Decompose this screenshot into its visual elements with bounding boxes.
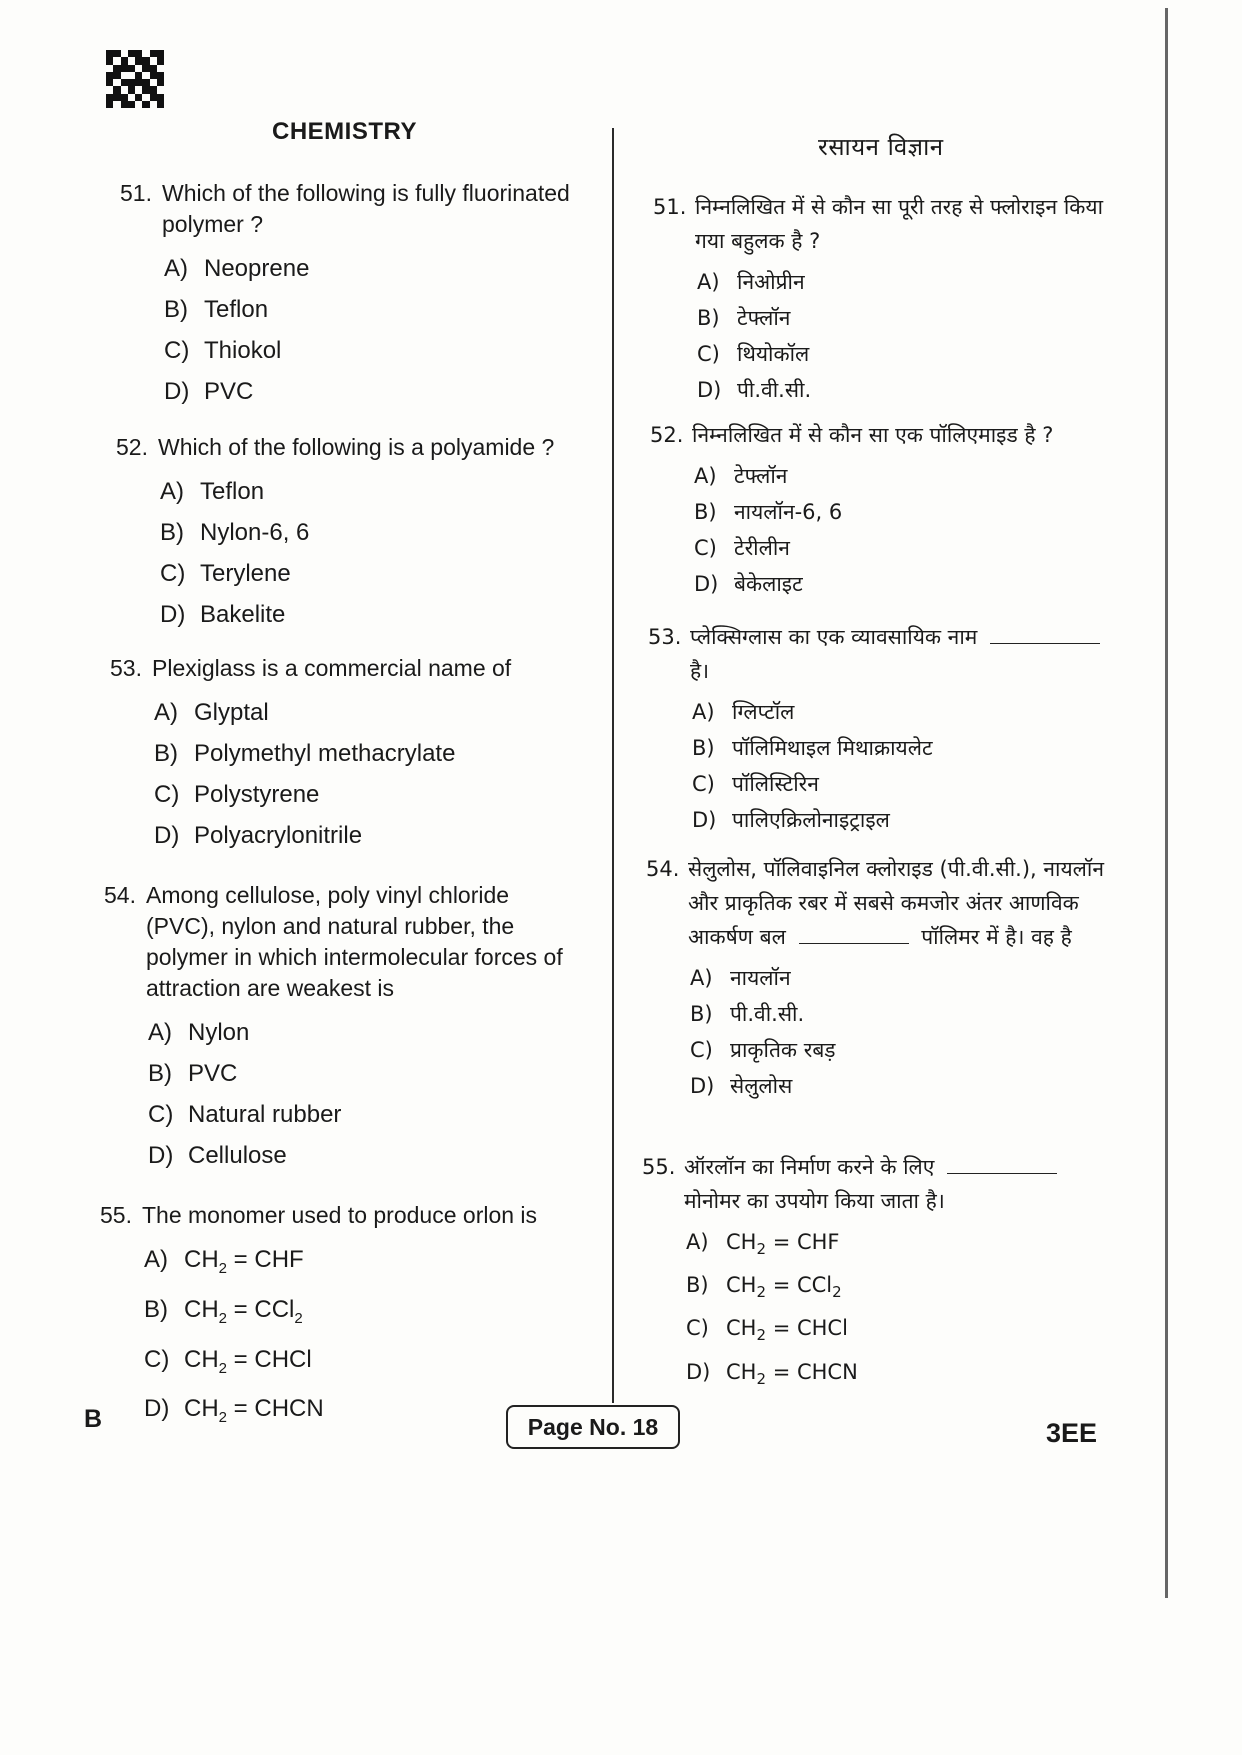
option-c bbox=[144, 1345, 580, 1381]
option-c bbox=[686, 1316, 1102, 1347]
option-letter: C) bbox=[690, 1038, 713, 1062]
option-c bbox=[164, 339, 600, 363]
question-55-en bbox=[100, 1200, 580, 1430]
question-number: 51. bbox=[653, 195, 687, 219]
option-d bbox=[694, 572, 1110, 596]
option-letter: A) bbox=[697, 270, 720, 294]
question-body: निम्नलिखित में से कौन सा एक पॉलिएमाइड है ? bbox=[692, 423, 1054, 447]
option-letter: D) bbox=[697, 378, 722, 402]
option-d bbox=[148, 1144, 584, 1168]
question-body: Which of the following is fully fluorinated polymer ? bbox=[162, 180, 570, 237]
page-title-en: CHEMISTRY bbox=[272, 118, 417, 145]
question-text bbox=[104, 880, 584, 1004]
option-d bbox=[690, 1074, 1106, 1098]
option-b bbox=[697, 306, 1113, 330]
question-number: 55. bbox=[100, 1202, 132, 1228]
option-text: पी.वी.सी. bbox=[730, 1002, 805, 1026]
question-51-en bbox=[120, 178, 600, 404]
option-text: Natural rubber bbox=[188, 1101, 342, 1128]
question-text bbox=[120, 178, 600, 240]
option-b bbox=[690, 1002, 1106, 1026]
question-text-part-a: सेलुलोस, पॉलिवाइनिल क्लोराइड (पी.वी.सी.), नायलॉन और प्राकृतिक रबर में सबसे कमजोर अंतर आणविक आकर्षण बल bbox=[688, 857, 1104, 949]
question-text bbox=[116, 432, 596, 463]
option-d bbox=[692, 808, 1108, 832]
option-text: $CH_2 = CCl_2$ bbox=[726, 1273, 842, 1302]
option-text: $CH_2$ = CHF bbox=[184, 1246, 304, 1277]
option-d bbox=[164, 380, 600, 404]
option-text: बेकेलाइट bbox=[734, 572, 803, 596]
page-number-box bbox=[506, 1405, 680, 1449]
question-text bbox=[110, 653, 590, 684]
option-text: PVC bbox=[188, 1060, 238, 1087]
question-text-part-a: प्लेक्सिग्लास का एक व्यावसायिक नाम bbox=[690, 625, 978, 649]
option-letter: A) bbox=[692, 700, 715, 724]
option-letter: C) bbox=[692, 772, 715, 796]
option-c bbox=[697, 342, 1113, 366]
page-edge-rule bbox=[1165, 8, 1168, 1598]
question-number: 53. bbox=[648, 625, 682, 649]
option-a bbox=[686, 1230, 1102, 1261]
option-b bbox=[686, 1273, 1102, 1304]
option-a bbox=[148, 1021, 584, 1045]
option-text: नायलॉन bbox=[730, 966, 791, 990]
option-c bbox=[154, 783, 590, 807]
option-letter: A) bbox=[694, 464, 717, 488]
question-text bbox=[653, 190, 1113, 258]
question-53-en bbox=[110, 653, 590, 848]
option-letter: B) bbox=[154, 740, 178, 767]
option-d bbox=[686, 1360, 1102, 1391]
question-number: 52. bbox=[116, 434, 148, 460]
option-letter: A) bbox=[686, 1230, 709, 1254]
option-text: $CH_2$ = CHCl bbox=[184, 1345, 312, 1377]
option-letter: D) bbox=[692, 808, 717, 832]
question-body: निम्नलिखित में से कौन सा पूरी तरह से फ्लोराइन किया गया बहुलक है ? bbox=[695, 195, 1104, 253]
option-b bbox=[160, 521, 596, 545]
option-d bbox=[154, 824, 590, 848]
option-b bbox=[694, 500, 1110, 524]
option-d bbox=[697, 378, 1113, 402]
question-number: 55. bbox=[642, 1155, 676, 1179]
option-letter: A) bbox=[160, 478, 184, 505]
option-b bbox=[154, 742, 590, 766]
option-text: नायलॉन-6, 6 bbox=[734, 500, 843, 524]
option-text: $CH_2$ = CHCN bbox=[726, 1359, 858, 1388]
option-letter: D) bbox=[144, 1395, 170, 1423]
question-text bbox=[650, 418, 1110, 452]
option-letter: A) bbox=[154, 699, 178, 726]
question-text-part-b: मोनोमर का उपयोग किया जाता है। bbox=[684, 1189, 945, 1213]
booklet-series: B bbox=[84, 1405, 103, 1433]
option-letter: C) bbox=[697, 342, 720, 366]
option-text: सेलुलोस bbox=[730, 1074, 793, 1098]
option-letter: B) bbox=[694, 500, 717, 524]
option-text: ग्लिप्टॉल bbox=[732, 700, 795, 724]
option-letter: A) bbox=[690, 966, 713, 990]
option-b bbox=[164, 298, 600, 322]
option-c bbox=[692, 772, 1108, 796]
column-divider bbox=[612, 128, 614, 1403]
option-text: Bakelite bbox=[200, 601, 286, 628]
option-text: निओप्रीन bbox=[737, 270, 805, 294]
option-letter: A) bbox=[148, 1019, 172, 1046]
option-a bbox=[694, 464, 1110, 488]
option-c bbox=[160, 562, 596, 586]
option-letter: D) bbox=[686, 1359, 711, 1384]
option-text: Neoprene bbox=[204, 255, 310, 282]
question-52-hi bbox=[650, 418, 1110, 596]
option-b bbox=[692, 736, 1108, 760]
option-text: प्राकृतिक रबड़ bbox=[730, 1038, 836, 1062]
option-text: Nylon-6, 6 bbox=[200, 519, 310, 546]
question-body: The monomer used to produce orlon is bbox=[142, 1202, 538, 1228]
option-letter: D) bbox=[160, 601, 186, 628]
option-letter: C) bbox=[694, 536, 717, 560]
option-c bbox=[694, 536, 1110, 560]
option-text: Nylon bbox=[188, 1019, 250, 1046]
option-letter: C) bbox=[144, 1345, 170, 1373]
question-54-en bbox=[104, 880, 584, 1168]
option-text: पी.वी.सी. bbox=[737, 378, 812, 402]
option-text: पॉलिमिथाइल मिथाक्रायलेट bbox=[732, 736, 933, 760]
question-text-part-a: ऑरलॉन का निर्माण करने के लिए bbox=[684, 1155, 935, 1179]
question-text bbox=[100, 1200, 580, 1231]
option-a bbox=[144, 1248, 580, 1281]
option-letter: D) bbox=[694, 572, 719, 596]
option-a bbox=[690, 966, 1106, 990]
option-letter: D) bbox=[690, 1074, 715, 1098]
question-body bbox=[690, 620, 1108, 688]
option-b bbox=[144, 1295, 580, 1331]
option-letter: C) bbox=[148, 1101, 174, 1128]
option-letter: B) bbox=[697, 306, 720, 330]
option-text: $CH_2$ = CHCl bbox=[726, 1316, 848, 1345]
question-text bbox=[648, 620, 1108, 688]
option-letter: C) bbox=[686, 1316, 709, 1341]
option-b bbox=[148, 1062, 584, 1086]
question-51-hi bbox=[653, 190, 1113, 402]
option-text: Cellulose bbox=[188, 1142, 287, 1169]
option-text: Teflon bbox=[204, 296, 269, 323]
option-text: टेफ्लॉन bbox=[734, 464, 788, 488]
option-letter: D) bbox=[164, 378, 190, 405]
question-text-part-b: पॉलिमर में है। वह है bbox=[921, 925, 1072, 949]
option-letter: D) bbox=[148, 1142, 174, 1169]
option-a bbox=[154, 701, 590, 725]
option-letter: D) bbox=[154, 822, 180, 849]
option-text: पालिएक्रिलोनाइट्राइल bbox=[732, 808, 890, 832]
option-a bbox=[160, 480, 596, 504]
option-text: थियोकॉल bbox=[737, 342, 810, 366]
answer-blank bbox=[990, 623, 1100, 644]
option-letter: C) bbox=[154, 781, 180, 808]
question-body: Plexiglass is a commercial name of bbox=[152, 655, 512, 681]
page-title-hi: रसायन विज्ञान bbox=[818, 133, 944, 161]
option-text: Polyacrylonitrile bbox=[194, 822, 363, 849]
option-letter: B) bbox=[160, 519, 184, 546]
option-text: $CH_2$ = CHF bbox=[726, 1230, 840, 1259]
option-text: PVC bbox=[204, 378, 254, 405]
option-text: Polystyrene bbox=[194, 781, 320, 808]
qr-code bbox=[106, 50, 164, 108]
answer-blank bbox=[799, 923, 909, 944]
question-body: Which of the following is a polyamide ? bbox=[158, 434, 555, 460]
option-letter: B) bbox=[144, 1295, 168, 1323]
option-letter: B) bbox=[164, 296, 188, 323]
option-text: Polymethyl methacrylate bbox=[194, 740, 456, 767]
option-letter: B) bbox=[686, 1273, 709, 1298]
question-53-hi bbox=[648, 620, 1108, 832]
page-number: Page No. 18 bbox=[527, 1413, 659, 1440]
option-letter: C) bbox=[164, 337, 190, 364]
question-text bbox=[646, 852, 1106, 954]
question-body: Among cellulose, poly vinyl chloride (PVC), nylon and natural rubber, the polymer in which intermolecular forces of attraction are weakest is bbox=[146, 882, 563, 1001]
option-letter: A) bbox=[144, 1246, 168, 1273]
question-body bbox=[688, 852, 1106, 954]
option-a bbox=[697, 270, 1113, 294]
option-letter: B) bbox=[148, 1060, 172, 1087]
option-text: टेरीलीन bbox=[734, 536, 790, 560]
option-letter: B) bbox=[692, 736, 715, 760]
option-text: Terylene bbox=[200, 560, 291, 587]
question-body bbox=[684, 1150, 1102, 1218]
question-54-hi bbox=[646, 852, 1106, 1098]
option-text: पॉलिस्टिरिन bbox=[732, 772, 819, 796]
option-d bbox=[160, 603, 596, 627]
option-text: $CH_2 = CCl_2$ bbox=[184, 1295, 303, 1327]
option-text: Teflon bbox=[200, 478, 265, 505]
question-55-hi bbox=[642, 1150, 1102, 1391]
option-c bbox=[148, 1103, 584, 1127]
option-a bbox=[164, 257, 600, 281]
question-text bbox=[642, 1150, 1102, 1218]
question-number: 54. bbox=[646, 857, 680, 881]
option-text: टेफ्लॉन bbox=[737, 306, 791, 330]
question-number: 54. bbox=[104, 882, 136, 908]
option-letter: B) bbox=[690, 1002, 713, 1026]
option-letter: A) bbox=[164, 255, 188, 282]
option-c bbox=[690, 1038, 1106, 1062]
paper-code: 3EE bbox=[1046, 1418, 1098, 1448]
question-number: 52. bbox=[650, 423, 684, 447]
question-number: 53. bbox=[110, 655, 142, 681]
option-letter: C) bbox=[160, 560, 186, 587]
question-number: 51. bbox=[120, 180, 152, 206]
option-a bbox=[692, 700, 1108, 724]
option-text: Thiokol bbox=[204, 337, 282, 364]
question-text-part-b: है। bbox=[690, 659, 710, 683]
option-text: $CH_2$ = CHCN bbox=[184, 1395, 324, 1427]
question-52-en bbox=[116, 432, 596, 627]
answer-blank bbox=[947, 1153, 1057, 1174]
option-text: Glyptal bbox=[194, 699, 269, 726]
